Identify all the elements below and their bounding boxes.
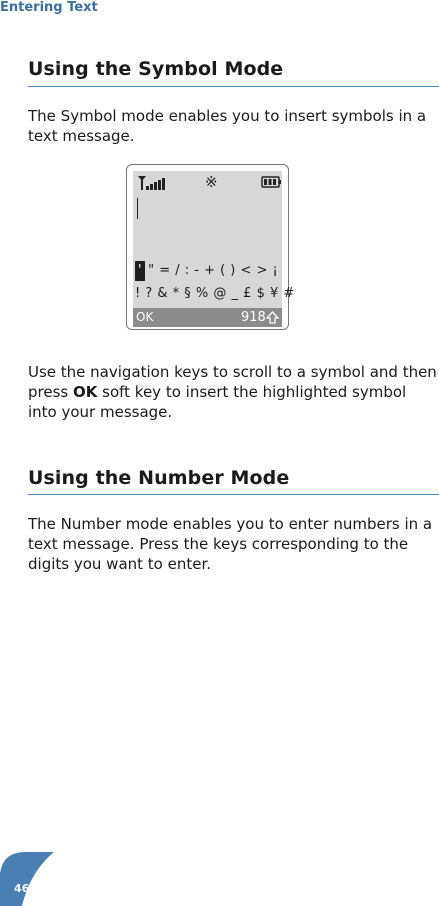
nav-text-part2: soft key to insert the highlighted symbol into your message. xyxy=(28,383,407,421)
nav-text-part1: Use the navigation keys to scroll to a symbol and then press xyxy=(28,363,437,401)
battery-icon xyxy=(261,176,281,188)
symbol-row-1-chars: " = / : - + ( ) < > ¡ xyxy=(148,263,279,278)
phone-display xyxy=(133,171,295,325)
ok-label: OK xyxy=(73,383,98,401)
navigation-instructions xyxy=(28,362,438,422)
heading-rule xyxy=(28,86,439,87)
status-bar xyxy=(133,171,282,193)
section-header: Entering Text xyxy=(0,0,98,15)
network-icon: ※ xyxy=(205,173,218,191)
symbol-mode-intro: The Symbol mode enables you to insert symbols in a text message. xyxy=(28,107,427,145)
softkey-bar xyxy=(133,308,282,327)
symbol-row-1 xyxy=(135,261,280,281)
selected-symbol: ' xyxy=(135,261,145,281)
signal-icon xyxy=(137,175,167,191)
shift-icon xyxy=(266,311,279,324)
symbol-row-2: ! ? & * § % @ _ £ $ ¥ # xyxy=(135,286,295,301)
heading-rule xyxy=(28,494,439,495)
page-corner-tab xyxy=(0,852,54,906)
number-mode-heading: Using the Number Mode xyxy=(28,467,290,489)
number-mode-intro: The Number mode enables you to enter numbers in a text message. Press the keys corresponding to the digits you want to enter. xyxy=(28,515,433,573)
symbol-mode-heading: Using the Symbol Mode xyxy=(28,58,284,80)
text-cursor xyxy=(137,198,138,219)
character-counter: 918 xyxy=(241,310,266,325)
page-number: 46 xyxy=(14,882,30,895)
softkey-ok: OK xyxy=(136,310,154,324)
phone-screen-illustration xyxy=(126,164,295,330)
